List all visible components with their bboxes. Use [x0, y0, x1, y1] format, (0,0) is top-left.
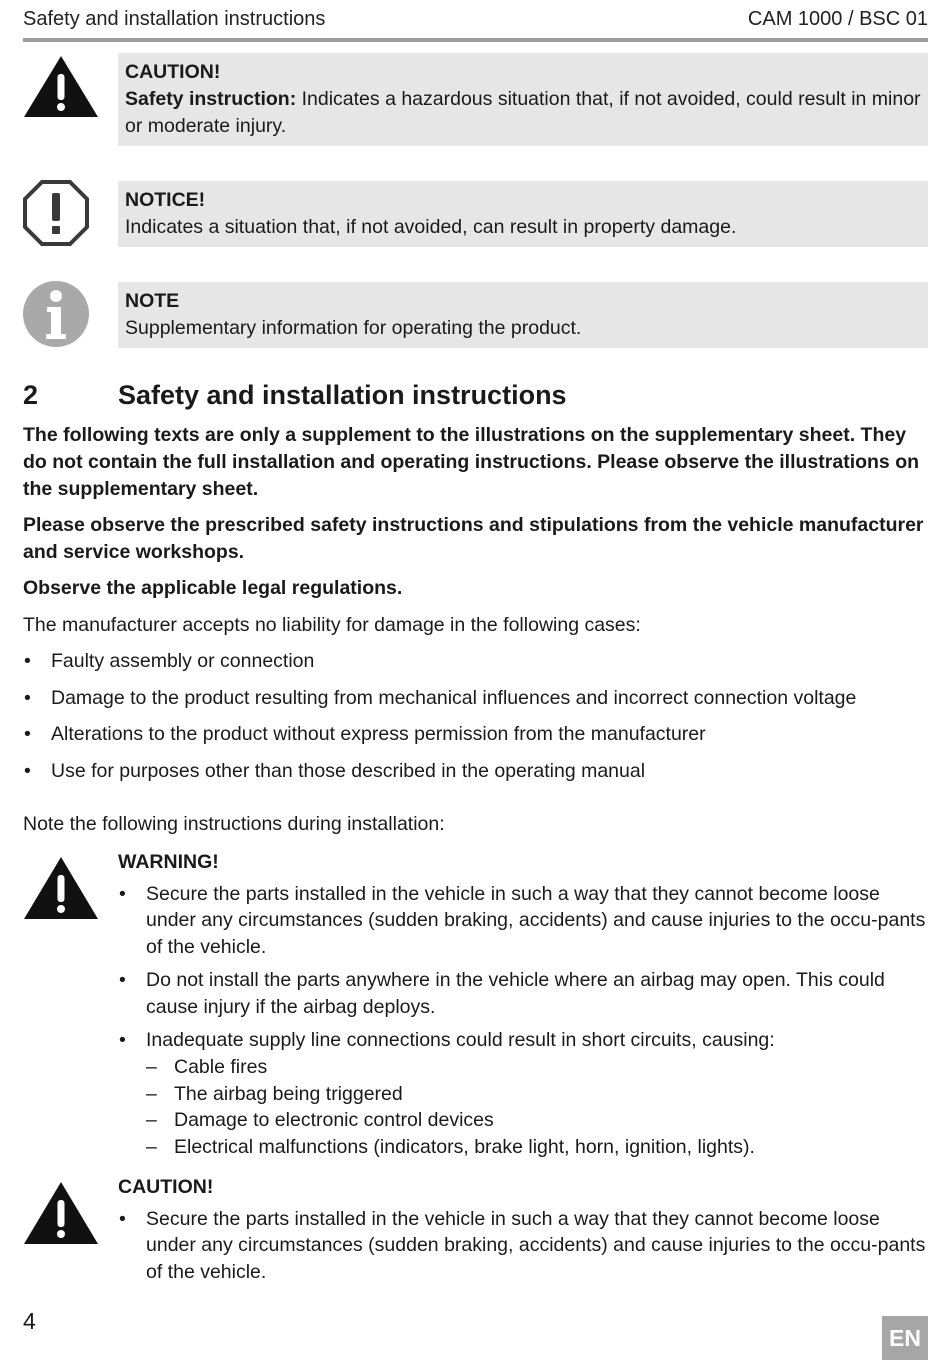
notice-explanation-box	[118, 181, 928, 247]
section-number: 2	[23, 380, 39, 410]
note-text: Supplementary information for operating the product.	[125, 317, 582, 339]
info-circle-icon	[22, 280, 90, 348]
notice-octagon-icon	[22, 179, 90, 247]
warning-triangle-icon	[23, 855, 99, 921]
caution-list	[118, 1206, 930, 1286]
language-badge: EN	[882, 1316, 928, 1360]
caution-explanation-box	[118, 53, 928, 146]
supplement-paragraph: The following texts are only a supplement to the illustrations on the supplementary sheet. They do not contain the full installation and operating instructions. Please observe the illustrations on the supplementary sheet.	[23, 424, 920, 500]
notice-text: Indicates a situation that, if not avoided, can result in property damage.	[125, 216, 737, 238]
caution-title: CAUTION!	[125, 61, 221, 83]
list-item: • Secure the parts installed in the vehicle in such a way that they cannot become loose under any circumstances (sudden braking, accidents) and cause injuries to the occu-pants of the vehicle.	[118, 881, 930, 961]
list-item: • Alterations to the product without express permission from the manufacturer	[23, 721, 933, 748]
caution-block-title: CAUTION!	[118, 1176, 214, 1198]
list-item: • Secure the parts installed in the vehicle in such a way that they cannot become loose under any circumstances (sudden braking, accidents) and cause injuries to the occu-pants of the vehicle.	[118, 1206, 930, 1286]
legal-regulations-paragraph: Observe the applicable legal regulations.	[23, 577, 403, 599]
caution-description: Indicates a hazardous situation that, if not avoided, could result in minor or moderate injury.	[125, 88, 921, 137]
list-item: • Do not install the parts anywhere in the vehicle where an airbag may open. This could cause injury if the airbag deploys.	[118, 967, 930, 1020]
page-header	[23, 8, 928, 38]
warning-list	[118, 881, 930, 1161]
caution-text	[125, 86, 921, 140]
list-item: – Damage to electronic control devices	[146, 1107, 930, 1134]
page-number: 4	[23, 1308, 36, 1334]
installation-intro-paragraph: Note the following instructions during installation:	[23, 813, 445, 835]
list-item: • Damage to the product resulting from mechanical influences and incorrect connection voltage	[23, 685, 933, 712]
list-item	[118, 1027, 930, 1161]
list-item: – The airbag being triggered	[146, 1081, 930, 1108]
notice-title: NOTICE!	[125, 189, 206, 211]
header-divider	[23, 38, 928, 42]
list-item: • Use for purposes other than those described in the operating manual	[23, 758, 933, 785]
warning-triangle-icon	[23, 1180, 99, 1246]
short-circuit-intro: • Inadequate supply line connections could result in short circuits, causing:	[146, 1029, 775, 1052]
liability-list	[23, 648, 933, 794]
note-title: NOTE	[125, 290, 180, 312]
list-item: • Faulty assembly or connection	[23, 648, 933, 675]
list-item: – Cable fires	[146, 1054, 930, 1081]
header-model: CAM 1000 / BSC 01	[747, 8, 928, 30]
warning-title: WARNING!	[118, 851, 219, 873]
safety-stipulations-paragraph: Please observe the prescribed safety instructions and stipulations from the vehicle manufacturer and service workshops.	[23, 514, 924, 563]
caution-lead: Safety instruction:	[125, 88, 297, 110]
caution-block	[118, 1174, 930, 1292]
note-explanation-box	[118, 282, 928, 348]
short-circuit-consequences	[146, 1054, 930, 1161]
section-title: Safety and installation instructions	[118, 380, 567, 410]
header-section-title: Safety and installation instructions	[23, 8, 326, 30]
warning-triangle-icon	[23, 54, 99, 119]
liability-intro-paragraph: The manufacturer accepts no liability for damage in the following cases:	[23, 614, 641, 636]
list-item: – Electrical malfunctions (indicators, brake light, horn, ignition, lights).	[146, 1134, 930, 1161]
warning-block	[118, 849, 930, 1167]
